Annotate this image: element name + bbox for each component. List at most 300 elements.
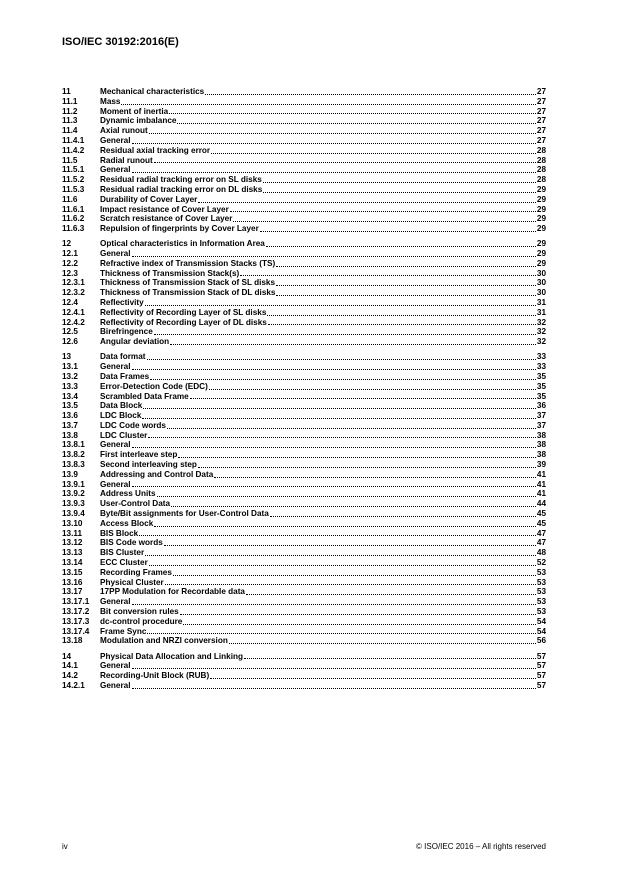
toc-section-number: 11.6.2 [62,214,85,224]
toc-page-number: 33 [536,352,546,362]
toc-section-title: General [100,135,131,145]
toc-section-number: 13.11 [62,528,83,538]
toc-section-title: Impact resistance of Cover Layer [100,204,229,214]
toc-dot-leader [147,358,536,360]
toc-section-number: 13.8.1 [62,440,85,450]
toc-page-number: 54 [536,626,546,636]
toc-page-number: 57 [536,661,546,671]
copyright-notice: © ISO/IEC 2016 – All rights reserved [416,842,546,851]
table-of-contents [62,87,546,691]
toc-dot-leader [154,525,536,527]
toc-page-number: 45 [536,509,546,519]
toc-section-title: General [100,165,131,175]
toc-section-title: Byte/Bit assignments for User-Control Data [100,509,269,519]
toc-section-number: 13.6 [62,411,78,421]
toc-section-title: Thickness of Transmission Stack(s) [100,268,240,278]
toc-entry[interactable] [62,661,546,671]
toc-dot-leader [205,93,536,95]
toc-page-number: 29 [536,214,546,224]
toc-section-number: 11.1 [62,96,78,106]
toc-dot-leader [132,485,536,487]
toc-section-number: 12.3 [62,268,78,278]
toc-entry[interactable] [62,382,546,392]
toc-entry[interactable] [62,87,546,97]
toc-entry[interactable] [62,146,546,156]
toc-section-title: Second interleaving step [100,460,197,470]
toc-page-number: 28 [536,165,546,175]
toc-page-number: 29 [536,194,546,204]
toc-section-title: Residual radial tracking error on SL disks [100,175,262,185]
toc-page-number: 37 [536,411,546,421]
toc-section-number: 13.17.1 [62,597,90,607]
toc-section-title: General [100,249,131,259]
toc-page-number: 29 [536,224,546,234]
toc-section-number: 13.13 [62,548,83,558]
toc-section-title: Refractive index of Transmission Stacks (TS) [100,258,276,268]
toc-page-number: 35 [536,391,546,401]
toc-entry[interactable] [62,681,546,691]
toc-page-number: 30 [536,278,546,288]
toc-page-number: 54 [536,616,546,626]
toc-dot-leader [164,544,536,546]
toc-dot-leader [214,476,536,478]
toc-dot-leader [183,623,536,625]
toc-section-title: General [100,597,131,607]
toc-section-number: 13.5 [62,401,78,411]
toc-entry[interactable] [62,568,546,578]
toc-section-title: Recording-Unit Block (RUB) [100,671,210,681]
toc-section-number: 13.16 [62,577,83,587]
toc-page-number: 27 [536,135,546,145]
toc-section-title: Residual axial tracking error [100,145,211,155]
toc-section-title: BIS Block [100,528,139,538]
toc-section-title: Error-Detection Code (EDC) [100,381,208,391]
toc-section-title: Addressing and Control Data [100,469,214,479]
toc-dot-leader [143,407,536,409]
toc-page-number: 30 [536,268,546,278]
toc-section-title: General [100,479,131,489]
toc-section-title: Frame Sync [100,626,147,636]
toc-page-number: 52 [536,558,546,568]
toc-section-number: 13.7 [62,420,78,430]
toc-dot-leader [147,632,535,634]
toc-section-title: Residual radial tracking error on DL disks [100,184,263,194]
toc-section-title: Address Units [100,489,156,499]
toc-dot-leader [210,677,536,679]
toc-section-title: General [100,362,131,372]
toc-dot-leader [149,564,536,566]
toc-page-number: 27 [536,96,546,106]
toc-page-number: 29 [536,184,546,194]
toc-page-number: 44 [536,499,546,509]
toc-section-number: 11 [62,87,71,96]
toc-section-title: ECC Cluster [100,558,148,568]
toc-entry[interactable] [62,362,546,372]
toc-dot-leader [177,122,535,124]
toc-section-title: Optical characteristics in Information Area [100,239,265,249]
toc-dot-leader [165,583,536,585]
toc-section-title: Repulsion of fingerprints by Cover Layer [100,224,259,234]
toc-entry[interactable] [62,558,546,568]
toc-dot-leader [270,515,536,517]
toc-dot-leader [229,642,536,644]
toc-page-number: 53 [536,597,546,607]
toc-section-number: 12.3.2 [62,288,85,298]
toc-page-number: 38 [536,450,546,460]
toc-section-number: 11.6 [62,194,78,204]
toc-dot-leader [154,161,536,163]
toc-section-title: Data Block [100,401,143,411]
toc-page-number: 48 [536,548,546,558]
toc-section-number: 13.15 [62,567,83,577]
toc-section-title: 17PP Modulation for Recordable data [100,587,245,597]
toc-page-number: 57 [536,671,546,681]
toc-section-title: Durability of Cover Layer [100,194,198,204]
toc-section-title: BIS Code words [100,538,163,548]
toc-section-title: Recording Frames [100,567,172,577]
toc-entry[interactable] [62,411,546,421]
toc-section-title: Reflectivity [100,298,144,308]
toc-section-title: LDC Block [100,411,142,421]
toc-page-number: 47 [536,538,546,548]
toc-section-number: 11.5 [62,155,78,165]
toc-section-number: 13.12 [62,538,83,548]
toc-page-number: 45 [536,518,546,528]
toc-page-number: 33 [536,362,546,372]
toc-entry[interactable] [62,185,546,195]
toc-section-number: 11.5.2 [62,175,85,185]
toc-section-number: 11.5.1 [62,165,85,175]
toc-entry[interactable] [62,489,546,499]
toc-page-number: 41 [536,489,546,499]
toc-page-number: 41 [536,469,546,479]
toc-entry[interactable] [62,278,546,288]
toc-section-title: Radial runout [100,155,153,165]
toc-entry[interactable] [62,107,546,117]
toc-section-number: 12.4 [62,298,78,308]
toc-section-number: 13.3 [62,381,78,391]
toc-page-number: 27 [536,126,546,136]
toc-section-number: 12.4.2 [62,317,85,327]
toc-page-number: 27 [536,106,546,116]
toc-entry[interactable] [62,156,546,166]
toc-section-number: 13.9.1 [62,479,85,489]
toc-page-number: 47 [536,528,546,538]
toc-entry[interactable] [62,195,546,205]
toc-entry[interactable] [62,126,546,136]
toc-section-title: General [100,661,131,671]
toc-section-number: 11.2 [62,106,78,116]
toc-entry[interactable] [62,587,546,597]
toc-dot-leader [171,505,536,507]
toc-page-number: 31 [536,307,546,317]
toc-dot-leader [198,466,536,468]
toc-dot-leader [276,265,536,267]
toc-section-title: Physical Cluster [100,577,164,587]
toc-entry[interactable] [62,431,546,441]
toc-section-number: 13.9 [62,469,78,479]
toc-page-number: 29 [536,249,546,259]
toc-section-title: Access Block [100,518,154,528]
toc-entry[interactable] [62,337,546,347]
toc-page-number: 38 [536,430,546,440]
toc-entry[interactable] [62,318,546,328]
toc-section-number: 13.1 [62,362,78,372]
toc-page-number: 28 [536,145,546,155]
toc-dot-leader [157,495,536,497]
toc-entry[interactable] [62,470,546,480]
toc-page-number: 32 [536,337,546,347]
toc-dot-leader [178,456,536,458]
toc-entry[interactable] [62,401,546,411]
toc-section-title: dc-control procedure [100,616,183,626]
toc-section-title: Birefringence [100,327,153,337]
toc-section-number: 13.17.2 [62,607,90,617]
toc-entry[interactable] [62,239,546,249]
toc-dot-leader [132,171,536,173]
toc-dot-leader [263,191,536,193]
toc-page-number: 56 [536,636,546,646]
toc-dot-leader [169,112,536,114]
toc-dot-leader [148,436,536,438]
toc-section-number: 13.4 [62,391,78,401]
toc-page-number: 31 [536,298,546,308]
toc-page-number: 29 [536,258,546,268]
toc-page-number: 38 [536,440,546,450]
toc-entry[interactable] [62,116,546,126]
toc-section-number: 14.2 [62,671,78,681]
toc-section-number: 13.17.3 [62,616,90,626]
toc-dot-leader [244,657,536,659]
toc-entry[interactable] [62,460,546,470]
toc-section-title: Angular deviation [100,337,170,347]
toc-dot-leader [263,181,536,183]
toc-section-number: 13.2 [62,371,78,381]
toc-dot-leader [132,446,536,448]
toc-page-number: 53 [536,607,546,617]
toc-section-number: 12 [62,239,72,249]
toc-section-title: Moment of inertia [100,106,169,116]
toc-entry[interactable] [62,578,546,588]
toc-page-number: 57 [536,651,546,661]
toc-dot-leader [139,534,536,536]
toc-entry[interactable] [62,205,546,215]
toc-entry[interactable] [62,671,546,681]
toc-section-title: User-Control Data [100,499,171,509]
toc-page-number: 53 [536,567,546,577]
toc-section-number: 11.5.3 [62,184,85,194]
document-header: ISO/IEC 30192:2016(E) [62,36,179,48]
toc-entry[interactable] [62,224,546,234]
toc-dot-leader [150,378,536,380]
toc-section-number: 14 [62,651,72,661]
toc-dot-leader [145,304,536,306]
toc-dot-leader [173,574,536,576]
toc-page-number: 35 [536,381,546,391]
toc-dot-leader [132,255,536,257]
toc-section-number: 13.17 [62,587,83,597]
toc-section-number: 11.6.1 [62,204,85,214]
toc-section-number: 13.14 [62,558,83,568]
toc-dot-leader [132,603,536,605]
toc-page-number: 32 [536,317,546,327]
toc-entry[interactable] [62,597,546,607]
toc-page-number: 28 [536,175,546,185]
toc-section-title: General [100,440,131,450]
toc-dot-leader [132,368,536,370]
toc-dot-leader [132,687,536,689]
toc-entry[interactable] [62,548,546,558]
toc-dot-leader [240,274,536,276]
toc-entry[interactable] [62,327,546,337]
toc-section-title: Mechanical characteristics [100,87,205,96]
toc-section-number: 13.9.4 [62,509,85,519]
toc-section-number: 12.4.1 [62,307,85,317]
toc-section-title: Scratch resistance of Cover Layer [100,214,233,224]
toc-section-title: Data format [100,352,146,362]
toc-entry[interactable] [62,509,546,519]
toc-entry[interactable] [62,269,546,279]
toc-dot-leader [190,397,536,399]
toc-section-number: 11.4.2 [62,145,85,155]
toc-dot-leader [198,201,536,203]
toc-entry[interactable] [62,288,546,298]
toc-section-number: 13.17.4 [62,626,90,636]
toc-section-number: 13.9.2 [62,489,85,499]
toc-page-number: 35 [536,371,546,381]
toc-section-title: Thickness of Transmission Stack of DL disks [100,288,276,298]
toc-dot-leader [266,245,536,247]
toc-section-number: 11.4.1 [62,135,85,145]
toc-dot-leader [276,294,535,296]
toc-entry[interactable] [62,308,546,318]
toc-entry[interactable] [62,298,546,308]
toc-section-title: Scrambled Data Frame [100,391,189,401]
toc-page-number: 37 [536,420,546,430]
toc-entry[interactable] [62,249,546,259]
toc-section-title: Thickness of Transmission Stack of SL disks [100,278,276,288]
toc-section-number: 12.6 [62,337,78,347]
toc-section-number: 13.8.3 [62,460,85,470]
toc-page-number: 28 [536,155,546,165]
toc-page-number: 27 [536,87,546,96]
toc-section-number: 11.6.3 [62,224,85,234]
toc-entry[interactable] [62,259,546,269]
toc-section-number: 13.8 [62,430,78,440]
toc-entry[interactable] [62,392,546,402]
toc-page-number: 27 [536,116,546,126]
toc-section-title: Modulation and NRZI conversion [100,636,228,646]
toc-dot-leader [267,314,536,316]
toc-section-title: First interleave step [100,450,178,460]
toc-entry[interactable] [62,627,546,637]
toc-page-number: 41 [536,479,546,489]
toc-dot-leader [132,667,536,669]
toc-section-title: Reflectivity of Recording Layer of DL disks [100,317,267,327]
toc-entry[interactable] [62,529,546,539]
toc-section-title: Data Frames [100,371,150,381]
toc-dot-leader [268,323,536,325]
toc-page-number: 30 [536,288,546,298]
toc-section-title: Bit conversion rules [100,607,179,617]
toc-section-number: 14.2.1 [62,680,85,690]
toc-entry[interactable] [62,421,546,431]
toc-section-number: 12.1 [62,249,78,259]
toc-entry[interactable] [62,607,546,617]
toc-section-title: General [100,680,131,690]
toc-section-title: LDC Code words [100,420,166,430]
toc-section-number: 13 [62,352,72,362]
toc-section-title: Physical Data Allocation and Linking [100,651,244,661]
toc-dot-leader [230,210,536,212]
toc-section-number: 14.1 [62,661,78,671]
toc-section-title: Mass [100,96,121,106]
toc-entry[interactable] [62,440,546,450]
toc-page-number: 32 [536,327,546,337]
toc-dot-leader [276,284,536,286]
toc-dot-leader [132,142,536,144]
toc-entry[interactable] [62,214,546,224]
toc-page-number: 36 [536,401,546,411]
toc-section-title: Reflectivity of Recording Layer of SL disks [100,307,267,317]
toc-dot-leader [209,388,536,390]
toc-section-number: 11.3 [62,116,78,126]
toc-dot-leader [180,613,536,615]
toc-page-number: 29 [536,204,546,214]
toc-dot-leader [154,333,536,335]
toc-section-title: Axial runout [100,126,148,136]
toc-entry[interactable] [62,97,546,107]
toc-entry[interactable] [62,136,546,146]
toc-dot-leader [142,417,535,419]
toc-entry[interactable] [62,450,546,460]
toc-section-number: 12.5 [62,327,78,337]
toc-section-number: 11.4 [62,126,78,136]
toc-dot-leader [149,132,536,134]
toc-dot-leader [233,220,535,222]
toc-page-number: 57 [536,680,546,690]
toc-entry[interactable] [62,165,546,175]
toc-dot-leader [211,152,536,154]
toc-section-title: LDC Cluster [100,430,148,440]
toc-dot-leader [167,427,536,429]
toc-entry[interactable] [62,617,546,627]
toc-section-number: 13.9.3 [62,499,85,509]
toc-entry[interactable] [62,519,546,529]
toc-dot-leader [145,554,536,556]
toc-entry[interactable] [62,636,546,646]
toc-page-number: 39 [536,460,546,470]
toc-entry[interactable] [62,652,546,662]
toc-dot-leader [170,343,536,345]
toc-section-number: 12.2 [62,258,78,268]
toc-entry[interactable] [62,480,546,490]
toc-entry[interactable] [62,352,546,362]
toc-dot-leader [121,103,535,105]
toc-entry[interactable] [62,538,546,548]
toc-entry[interactable] [62,372,546,382]
toc-page-number: 53 [536,577,546,587]
toc-entry[interactable] [62,499,546,509]
toc-entry[interactable] [62,175,546,185]
toc-page-number: 53 [536,587,546,597]
toc-section-number: 13.18 [62,636,83,646]
toc-section-number: 12.3.1 [62,278,85,288]
toc-section-title: Dynamic imbalance [100,116,177,126]
toc-section-title: BIS Cluster [100,548,145,558]
toc-section-number: 13.8.2 [62,450,85,460]
toc-dot-leader [246,593,536,595]
